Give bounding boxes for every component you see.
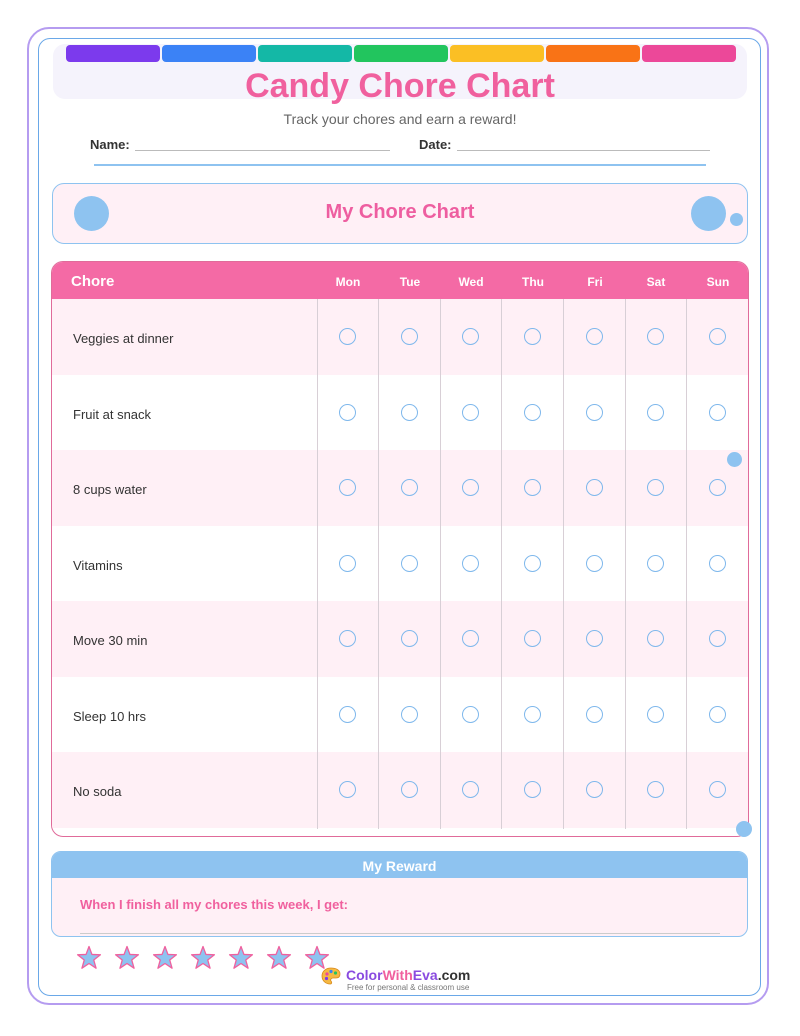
checkbox-circle[interactable] xyxy=(401,706,418,723)
checkbox-circle[interactable] xyxy=(709,479,726,496)
brand-name xyxy=(346,967,470,983)
column-divider xyxy=(563,299,564,829)
decor-dot xyxy=(727,452,742,467)
checkbox-circle[interactable] xyxy=(586,781,603,798)
color-stripe xyxy=(354,45,448,62)
day-header: Fri xyxy=(587,275,603,289)
column-divider xyxy=(625,299,626,829)
table-row xyxy=(52,752,749,828)
brand-name-part: With xyxy=(382,967,413,983)
color-stripe xyxy=(546,45,640,62)
table-row xyxy=(52,299,749,375)
chore-label: Veggies at dinner xyxy=(73,331,174,346)
checkbox-circle[interactable] xyxy=(586,404,603,421)
color-stripe xyxy=(162,45,256,62)
checkbox-circle[interactable] xyxy=(586,630,603,647)
checkbox-circle[interactable] xyxy=(339,479,356,496)
checkbox-circle[interactable] xyxy=(462,555,479,572)
brand-name-part: .com xyxy=(437,967,471,983)
checkbox-circle[interactable] xyxy=(586,479,603,496)
table-row xyxy=(52,677,749,753)
color-stripe xyxy=(450,45,544,62)
checkbox-circle[interactable] xyxy=(586,555,603,572)
table-row xyxy=(52,375,749,451)
checkbox-circle[interactable] xyxy=(709,706,726,723)
checkbox-circle[interactable] xyxy=(339,706,356,723)
chore-label: Vitamins xyxy=(73,557,123,573)
table-row xyxy=(52,526,749,602)
name-field[interactable] xyxy=(135,150,390,151)
chore-label: Move 30 min xyxy=(73,633,148,648)
checkbox-circle[interactable] xyxy=(709,555,726,572)
checkbox-circle[interactable] xyxy=(524,404,541,421)
checkbox-circle[interactable] xyxy=(462,630,479,647)
checkbox-circle[interactable] xyxy=(339,404,356,421)
day-header: Mon xyxy=(335,275,361,289)
chore-label: Fruit at snack xyxy=(73,406,152,422)
reward-prompt: When I finish all my chores this week, I get: xyxy=(80,897,349,912)
checkbox-circle[interactable] xyxy=(401,555,418,572)
checkbox-circle[interactable] xyxy=(462,328,479,345)
star-icon[interactable] xyxy=(190,945,216,971)
date-field[interactable] xyxy=(457,150,710,151)
checkbox-circle[interactable] xyxy=(647,781,664,798)
reward-answer-line[interactable] xyxy=(80,933,720,934)
chore-label: Sleep 10 hrs xyxy=(73,708,146,724)
name-label: Name: xyxy=(90,137,130,152)
star-icon[interactable] xyxy=(228,945,254,971)
checkbox-circle[interactable] xyxy=(462,706,479,723)
day-header: Tue xyxy=(399,275,421,289)
banner-title: My Chore Chart xyxy=(325,201,475,223)
checkbox-circle[interactable] xyxy=(709,781,726,798)
reward-title: My Reward xyxy=(362,858,437,874)
checkbox-circle[interactable] xyxy=(647,479,664,496)
checkbox-circle[interactable] xyxy=(524,706,541,723)
day-header: Wed xyxy=(458,275,484,289)
brand-name-part: Eva xyxy=(412,967,438,983)
checkbox-circle[interactable] xyxy=(647,630,664,647)
checkbox-circle[interactable] xyxy=(462,404,479,421)
decor-dot xyxy=(736,821,752,837)
checkbox-circle[interactable] xyxy=(401,404,418,421)
checkbox-circle[interactable] xyxy=(647,404,664,421)
column-divider xyxy=(686,299,687,829)
brand-tagline: Free for personal & classroom use xyxy=(347,983,470,992)
star-icon[interactable] xyxy=(152,945,178,971)
chore-column-header: Chore xyxy=(71,273,115,290)
checkbox-circle[interactable] xyxy=(586,706,603,723)
checkbox-circle[interactable] xyxy=(401,479,418,496)
column-divider xyxy=(317,299,318,829)
checkbox-circle[interactable] xyxy=(709,328,726,345)
reward-header xyxy=(52,852,747,878)
checkbox-circle[interactable] xyxy=(339,781,356,798)
checkbox-circle[interactable] xyxy=(339,555,356,572)
column-divider xyxy=(501,299,502,829)
checkbox-circle[interactable] xyxy=(462,781,479,798)
color-stripe xyxy=(66,45,160,62)
chore-label: 8 cups water xyxy=(73,482,147,497)
page-title: Candy Chore Chart xyxy=(245,67,555,105)
chore-table xyxy=(51,261,749,837)
day-header: Thu xyxy=(522,275,544,289)
column-divider xyxy=(378,299,379,829)
checkbox-circle[interactable] xyxy=(524,781,541,798)
checkbox-circle[interactable] xyxy=(647,706,664,723)
rainbow-stripes xyxy=(66,45,736,62)
checkbox-circle[interactable] xyxy=(524,479,541,496)
star-row xyxy=(76,945,330,971)
checkbox-circle[interactable] xyxy=(709,630,726,647)
date-label: Date: xyxy=(419,137,452,152)
reward-section xyxy=(51,851,748,937)
checkbox-circle[interactable] xyxy=(586,328,603,345)
checkbox-circle[interactable] xyxy=(462,479,479,496)
star-icon[interactable] xyxy=(114,945,140,971)
star-icon[interactable] xyxy=(76,945,102,971)
checkbox-circle[interactable] xyxy=(401,328,418,345)
checkbox-circle[interactable] xyxy=(339,630,356,647)
checkbox-circle[interactable] xyxy=(339,328,356,345)
checkbox-circle[interactable] xyxy=(524,630,541,647)
palette-icon xyxy=(321,966,341,986)
color-stripe xyxy=(642,45,736,62)
day-header: Sun xyxy=(706,275,730,289)
day-header: Sat xyxy=(646,275,666,289)
checkbox-circle[interactable] xyxy=(401,630,418,647)
checkbox-circle[interactable] xyxy=(401,781,418,798)
chore-label: No soda xyxy=(73,784,122,799)
table-row xyxy=(52,601,749,677)
table-row xyxy=(52,450,749,526)
checkbox-circle[interactable] xyxy=(524,555,541,572)
checkbox-circle[interactable] xyxy=(647,555,664,572)
checkbox-circle[interactable] xyxy=(647,328,664,345)
star-icon[interactable] xyxy=(266,945,292,971)
header-divider xyxy=(94,164,706,166)
color-stripe xyxy=(258,45,352,62)
brand-name-part: Color xyxy=(346,967,383,983)
page-subtitle: Track your chores and earn a reward! xyxy=(283,111,517,127)
checkbox-circle[interactable] xyxy=(709,404,726,421)
column-divider xyxy=(440,299,441,829)
table-header xyxy=(52,262,749,299)
checkbox-circle[interactable] xyxy=(524,328,541,345)
